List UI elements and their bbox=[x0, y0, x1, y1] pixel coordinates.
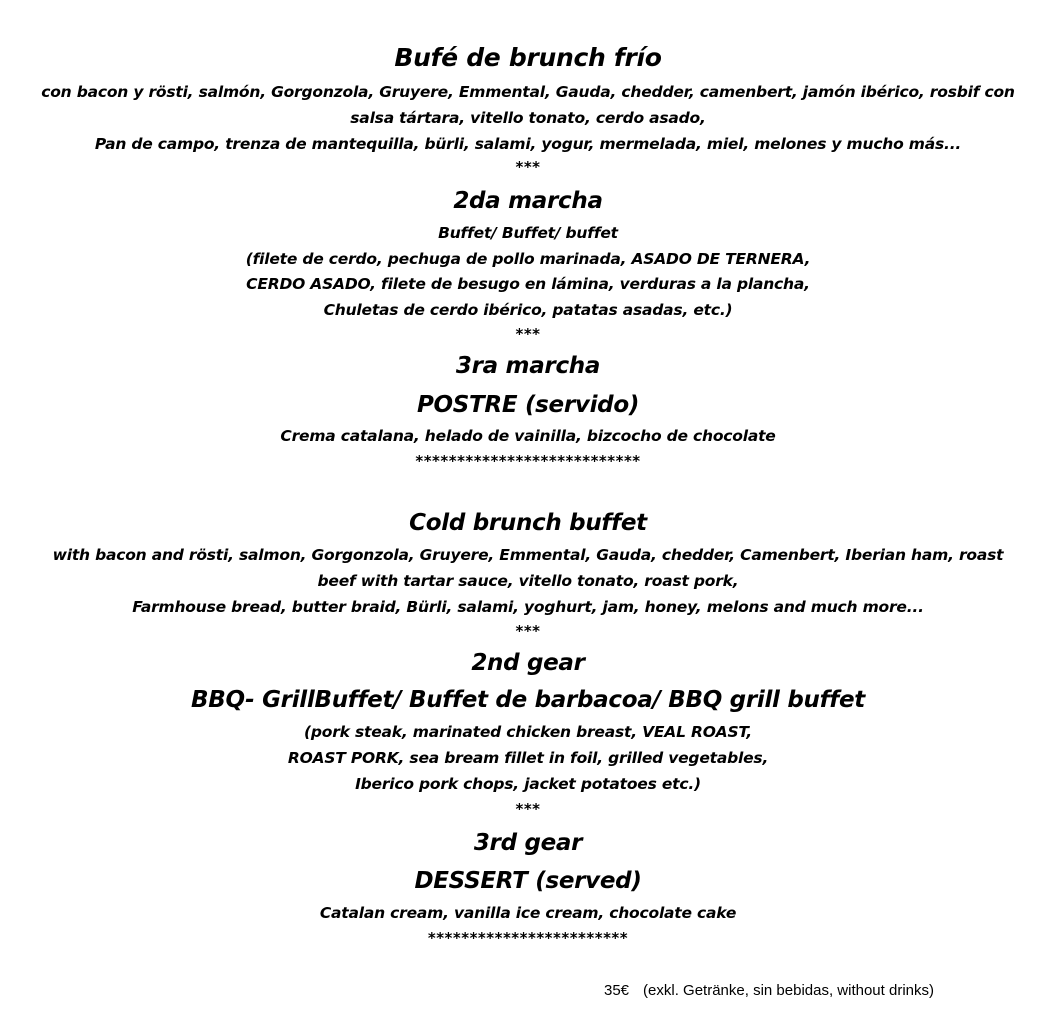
es-second-course-line-4: Chuletas de cerdo ibérico, patatas asadas, etc.) bbox=[323, 301, 733, 319]
es-cold-brunch-desc-line-2: salsa tártara, vitello tonato, cerdo asado, bbox=[350, 109, 706, 127]
es-section-title-second-course: 2da marcha bbox=[453, 188, 603, 214]
en-second-course-line-3: Iberico pork chops, jacket potatoes etc.) bbox=[355, 775, 701, 793]
en-cold-brunch-desc-line-3: Farmhouse bread, butter braid, Bürli, salami, yoghurt, jam, honey, melons and much more... bbox=[132, 598, 924, 616]
es-section-title-third-course: 3ra marcha bbox=[455, 353, 601, 379]
en-cold-brunch-desc-line-1: with bacon and rösti, salmon, Gorgonzola, Gruyere, Emmental, Gauda, chedder, Camenbert, Iberian ham, roast bbox=[52, 546, 1004, 564]
es-cold-brunch-desc-line-3: Pan de campo, trenza de mantequilla, bürli, salami, yogur, mermelada, miel, melones y mucho más... bbox=[94, 135, 962, 153]
en-bbq-buffet-title: BBQ- GrillBuffet/ Buffet de barbacoa/ BBQ grill buffet bbox=[191, 687, 865, 713]
en-second-course-line-1: (pork steak, marinated chicken breast, VEAL ROAST, bbox=[304, 723, 752, 741]
es-second-course-line-2: (filete de cerdo, pechuga de pollo marinada, ASADO DE TERNERA, bbox=[245, 250, 811, 268]
en-dessert-title: DESSERT (served) bbox=[414, 868, 642, 894]
en-cold-brunch-desc-line-2: beef with tartar sauce, vitello tonato, roast pork, bbox=[317, 572, 739, 590]
price-note bbox=[604, 982, 934, 999]
es-cold-brunch-desc-line-1: con bacon y rösti, salmón, Gorgonzola, Gruyere, Emmental, Gauda, chedder, camenbert, jamón ibérico, rosbif con bbox=[41, 83, 1015, 101]
es-second-course-line-1: Buffet/ Buffet/ buffet bbox=[438, 224, 618, 242]
en-separator-1: *** bbox=[515, 622, 541, 640]
en-section-title-second-course: 2nd gear bbox=[471, 650, 585, 676]
en-dessert-desc: Catalan cream, vanilla ice cream, chocolate cake bbox=[319, 904, 737, 922]
es-dessert-desc: Crema catalana, helado de vainilla, bizcocho de chocolate bbox=[280, 427, 776, 445]
es-separator-end: *************************** bbox=[415, 452, 641, 470]
es-dessert-title: POSTRE (servido) bbox=[416, 392, 640, 418]
en-separator-end: ************************ bbox=[427, 929, 629, 947]
es-section-title-cold-brunch: Bufé de brunch frío bbox=[394, 43, 662, 72]
en-separator-2: *** bbox=[515, 800, 541, 818]
es-second-course-line-3: CERDO ASADO, filete de besugo en lámina, verduras a la plancha, bbox=[246, 275, 810, 293]
price-drinks-note: (exkl. Getränke, sin bebidas, without drinks) bbox=[643, 982, 934, 999]
es-separator-1: *** bbox=[515, 158, 541, 176]
price-amount: 35€ bbox=[604, 982, 630, 999]
es-separator-2: *** bbox=[515, 325, 541, 343]
en-section-title-cold-brunch: Cold brunch buffet bbox=[409, 510, 647, 536]
en-second-course-line-2: ROAST PORK, sea bream fillet in foil, grilled vegetables, bbox=[287, 749, 769, 767]
en-section-title-third-course: 3rd gear bbox=[473, 830, 583, 856]
